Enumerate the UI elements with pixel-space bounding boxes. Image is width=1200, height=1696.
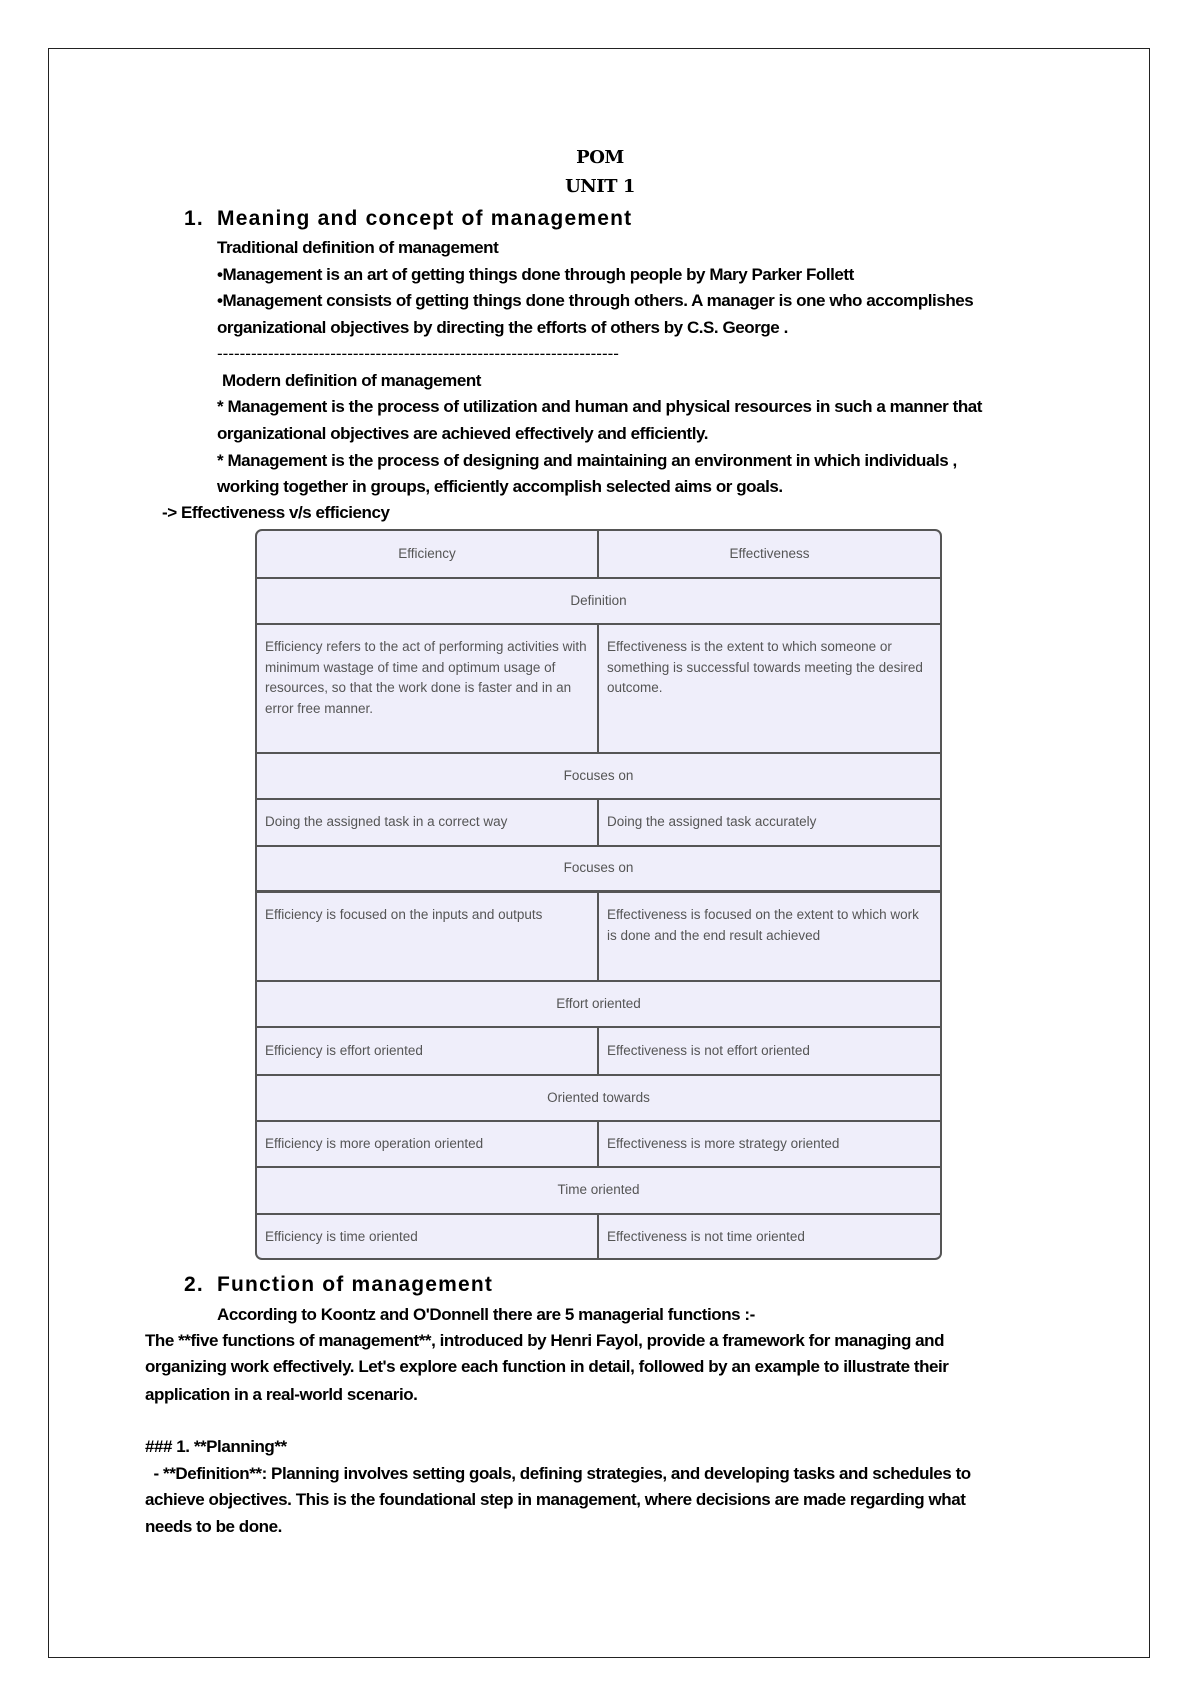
effectiveness-cell: Doing the assigned task accurately [607, 814, 817, 830]
planning-line: needs to be done. [145, 1517, 282, 1536]
header-efficiency: Efficiency [257, 531, 599, 577]
functions-intro: According to Koontz and O'Donnell there are 5 managerial functions :- [217, 1305, 755, 1324]
table-row [257, 800, 940, 847]
section-2-heading-text: Function of management [217, 1273, 494, 1296]
traditional-line: •Management consists of getting things done through others. A manager is one who accomplishes [217, 291, 974, 310]
table-section-row [257, 982, 940, 1028]
effectiveness-cell: Effectiveness is focused on the extent to which work is done and the end result achieved [607, 907, 919, 943]
section-2-number: 2. [184, 1273, 204, 1296]
section-title: Oriented towards [547, 1089, 650, 1105]
efficiency-cell: Efficiency is effort oriented [257, 1028, 599, 1074]
section-1-heading [184, 207, 632, 231]
functions-paragraph-line: organizing work effectively. Let's explore each function in detail, followed by an example to illustrate their [145, 1357, 949, 1376]
effectiveness-cell: Effectiveness is more strategy oriented [607, 1135, 840, 1151]
section-title: Focuses on [563, 767, 634, 783]
table-row [257, 625, 940, 754]
section-1-heading-text: Meaning and concept of management [217, 207, 633, 230]
effectiveness-cell: Effectiveness is not effort oriented [607, 1042, 810, 1058]
table-row [257, 1028, 940, 1076]
planning-heading: ### 1. **Planning** [145, 1437, 287, 1456]
table-row [257, 1215, 940, 1260]
table-section-row [257, 754, 940, 800]
functions-paragraph-line: The **five functions of management**, introduced by Henri Fayol, provide a framework for managing and [145, 1331, 945, 1350]
section-1-number: 1. [184, 207, 204, 230]
document-title: POM [576, 147, 624, 168]
section-title: Definition [570, 592, 627, 608]
section-2-heading [184, 1273, 493, 1297]
unit-title: UNIT 1 [565, 176, 635, 197]
traditional-line: organizational objectives by directing the efforts of others by C.S. George . [217, 318, 788, 337]
header-effectiveness: Effectiveness [729, 545, 810, 561]
modern-line: * Management is the process of utilization and human and physical resources in such a manner that [217, 397, 982, 416]
effectiveness-cell: Effectiveness is the extent to which someone or something is successful towards meeting the desired outcome. [607, 639, 923, 695]
efficiency-cell: Efficiency is time oriented [257, 1215, 599, 1260]
comparison-label: -> Effectiveness v/s efficiency [162, 503, 390, 522]
table-row [257, 893, 940, 982]
efficiency-vs-effectiveness-table [255, 529, 942, 1260]
dashed-divider: ----------------------------------------------------------------------- [217, 344, 619, 363]
section-title: Focuses on [563, 860, 634, 876]
traditional-label: Traditional definition of management [217, 238, 499, 257]
modern-line: working together in groups, efficiently accomplish selected aims or goals. [217, 477, 783, 496]
planning-line: - **Definition**: Planning involves setting goals, defining strategies, and developing tasks and schedules to [145, 1464, 971, 1483]
table-section-row [257, 847, 940, 893]
table-section-row [257, 579, 940, 625]
efficiency-cell: Efficiency refers to the act of performing activities with minimum wastage of time and optimum usage of resources, so that the work done is faster and in an error free manner. [257, 625, 599, 752]
planning-line: achieve objectives. This is the foundational step in management, where decisions are made regarding what [145, 1490, 966, 1509]
effectiveness-cell: Effectiveness is not time oriented [607, 1229, 805, 1245]
efficiency-cell: Efficiency is focused on the inputs and outputs [257, 893, 599, 980]
table-row [257, 1122, 940, 1168]
efficiency-cell: Efficiency is more operation oriented [257, 1122, 599, 1166]
modern-line: * Management is the process of designing and maintaining an environment in which individuals , [217, 451, 957, 470]
table-section-row [257, 1076, 940, 1122]
functions-paragraph-line: application in a real-world scenario. [145, 1385, 418, 1404]
table-section-row [257, 1168, 940, 1215]
efficiency-cell: Doing the assigned task in a correct way [257, 800, 599, 845]
modern-line: organizational objectives are achieved effectively and efficiently. [217, 424, 709, 443]
modern-label: Modern definition of management [222, 371, 481, 390]
traditional-line: •Management is an art of getting things done through people by Mary Parker Follett [217, 265, 854, 284]
section-title: Effort oriented [556, 995, 641, 1011]
section-title: Time oriented [557, 1182, 640, 1198]
table-header-row [257, 531, 940, 579]
